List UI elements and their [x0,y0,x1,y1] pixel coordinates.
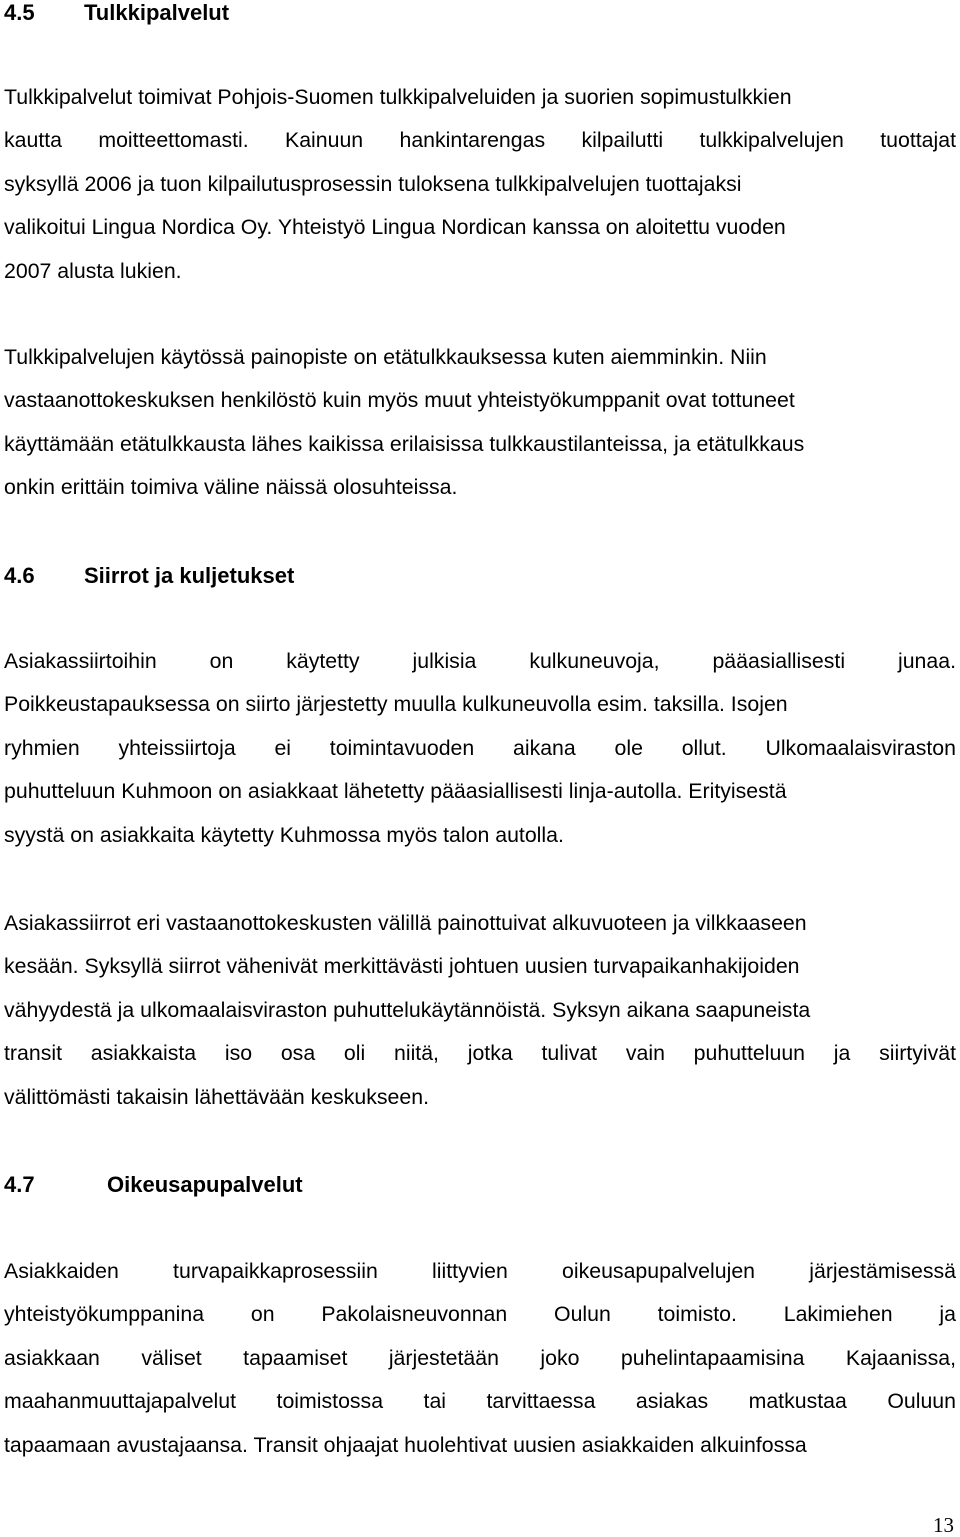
text-line: transit asiakkaista iso osa oli niitä, jotka tulivat vain puhutteluun ja siirtyivät [4,1041,956,1066]
section-heading-4-5 [4,0,230,26]
text-line: Poikkeustapauksessa on siirto järjestetty muulla kulkuneuvolla esim. taksilla. Isojen [4,692,788,717]
section-number: 4.7 [4,1172,35,1197]
text-line: kautta moitteettomasti. Kainuun hankintarengas kilpailutti tulkkipalvelujen tuottajat [4,128,956,153]
text-line: puhutteluun Kuhmoon on asiakkaat lähetetty pääasiallisesti linja-autolla. Erityisestä [4,779,787,804]
text-line: Tulkkipalvelut toimivat Pohjois-Suomen tulkkipalveluiden ja suorien sopimustulkkien [4,85,792,109]
text-line: tapaamaan avustajaansa. Transit ohjaajat huolehtivat uusien asiakkaiden alkuinfossa [4,1432,807,1457]
section-title: Oikeusapupalvelut [107,1172,303,1197]
paragraph [4,76,956,293]
text-line: syksyllä 2006 ja tuon kilpailutusprosessin tuloksena tulkkipalvelujen tuottajaksi [4,171,742,196]
paragraph [4,640,956,857]
text-line: valikoitui Lingua Nordica Oy. Yhteistyö Lingua Nordican kanssa on aloitettu vuoden [4,215,786,240]
text-line: Tulkkipalvelujen käytössä painopiste on etätulkkauksessa kuten aiemminkin. Niin [4,345,767,369]
text-line: Asiakassiirtoihin on käytetty julkisia kulkuneuvoja, pääasiallisesti junaa. [4,649,956,673]
text-line: käyttämään etätulkkausta lähes kaikissa erilaisissa tulkkaustilanteissa, ja etätulkkaus [4,431,805,456]
paragraph [4,902,956,1119]
section-number: 4.6 [4,563,35,588]
text-line: asiakkaan väliset tapaamiset järjestetään joko puhelintapaamisina Kajaanissa, [4,1345,956,1370]
page-number: 13 [933,1513,954,1537]
section-heading-4-6 [4,563,295,589]
paragraph [4,336,956,510]
text-line: onkin erittäin toimiva väline näissä olosuhteissa. [4,475,458,500]
text-line: yhteistyökumppanina on Pakolaisneuvonnan Oulun toimisto. Lakimiehen ja [4,1302,956,1327]
text-line: Asiakassiirrot eri vastaanottokeskusten välillä painottuivat alkuvuoteen ja vilkkaaseen [4,911,807,935]
section-heading-4-7 [4,1172,303,1198]
text-line: Asiakkaiden turvapaikkaprosessiin liittyvien oikeusapupalvelujen järjestämisessä [4,1259,956,1283]
text-line: ryhmien yhteissiirtoja ei toimintavuoden aikana ole ollut. Ulkomaalaisviraston [4,735,956,760]
text-line: välittömästi takaisin lähettävään keskukseen. [4,1084,429,1109]
text-line: syystä on asiakkaita käytetty Kuhmossa myös talon autolla. [4,822,564,847]
section-title: Tulkkipalvelut [84,0,230,25]
section-title: Siirrot ja kuljetukset [84,563,295,588]
text-line: vähyydestä ja ulkomaalaisviraston puhuttelukäytännöistä. Syksyn aikana saapuneista [4,997,811,1022]
paragraph [4,1250,956,1467]
text-line: vastaanottokeskuksen henkilöstö kuin myös muut yhteistyökumppanit ovat tottuneet [4,388,795,413]
text-line: maahanmuuttajapalvelut toimistossa tai tarvittaessa asiakas matkustaa Ouluun [4,1389,956,1414]
text-line: kesään. Syksyllä siirrot vähenivät merkittävästi johtuen uusien turvapaikanhakijoiden [4,954,800,979]
section-number: 4.5 [4,0,35,25]
text-line: 2007 alusta lukien. [4,258,182,283]
